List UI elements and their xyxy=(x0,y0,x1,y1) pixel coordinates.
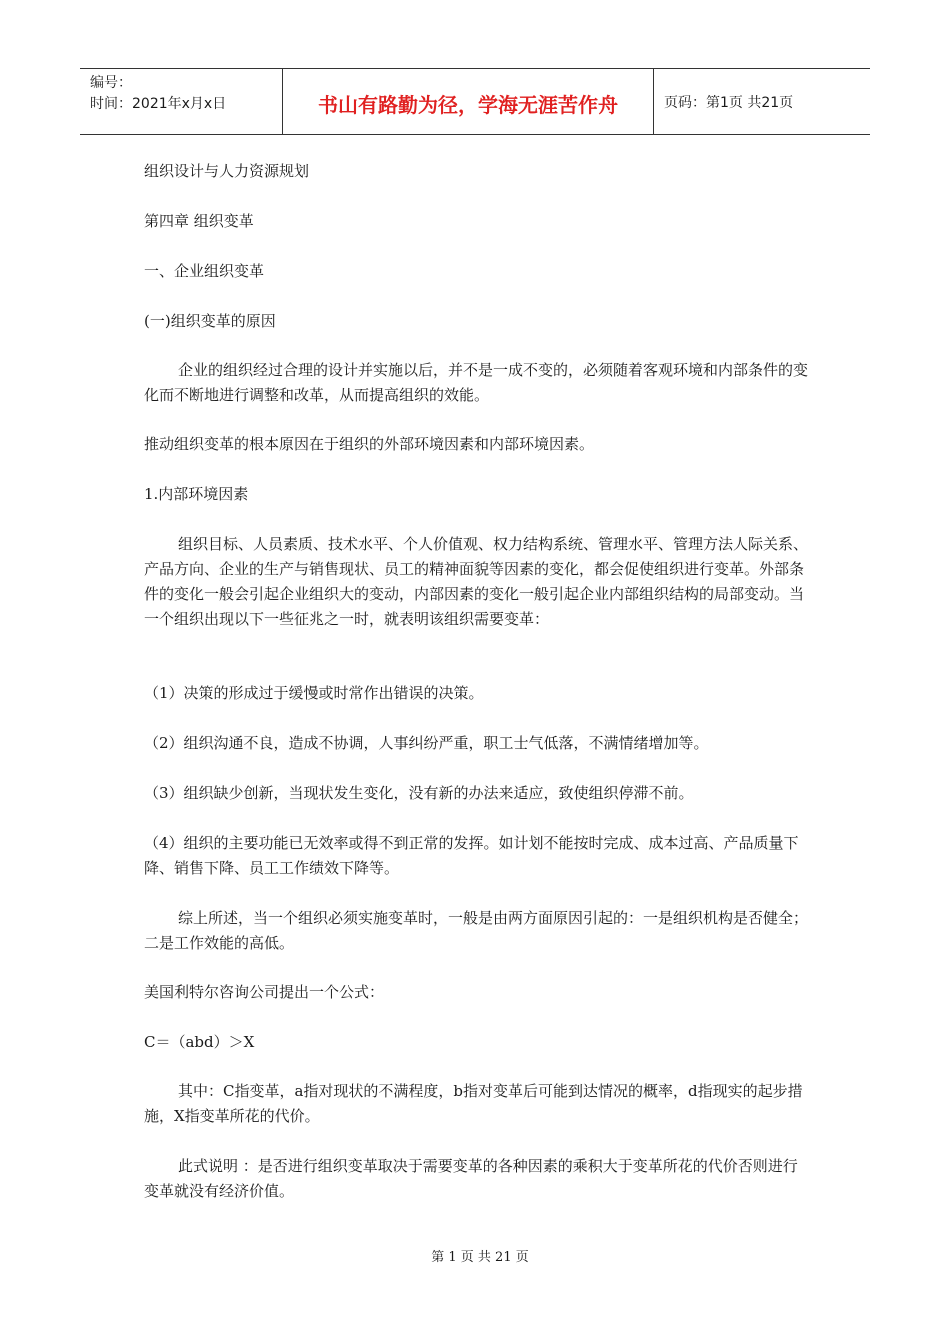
date-line: 时间：2021年x月x日 xyxy=(90,96,227,112)
page-footer: 第 1 页 共 21 页 xyxy=(431,1250,529,1265)
section-heading: 一、企业组织变革 xyxy=(144,262,265,280)
paragraph: 其中：C指变革，a指对现状的不满程度，b指对变革后可能到达情况的概率，d指现实的起步措施，X指变革所花的代价。 xyxy=(144,1082,803,1125)
paragraph: 美国利特尔咨询公司提出一个公式： xyxy=(144,983,385,1001)
list-item: （2）组织沟通不良，造成不协调，人事纠纷严重，职工士气低落，不满情绪增加等。 xyxy=(144,734,709,752)
header-page-info: 页码：第1页 共21页 xyxy=(664,94,794,111)
paragraph: 企业的组织经过合理的设计并实施以后，并不是一成不变的，必须随着客观环境和内部条件的变化而不断地进行调整和改革，从而提高组织的效能。 xyxy=(144,361,809,404)
doc-title: 组织设计与人力资源规划 xyxy=(144,162,310,180)
serial-label: 编号： xyxy=(90,75,132,91)
list-item: （4）组织的主要功能已无效率或得不到正常的发挥。如计划不能按时完成、成本过高、产品质量下降、销售下降、员工工作绩效下降等。 xyxy=(144,834,799,877)
header-left-cell xyxy=(80,69,282,134)
list-item: （3）组织缺少创新，当现状发生变化，没有新的办法来适应，致使组织停滞不前。 xyxy=(144,784,694,802)
page-header xyxy=(80,68,870,135)
paragraph: 组织目标、人员素质、技术水平、个人价值观、权力结构系统、管理水平、管理方法人际关系、产品方向、企业的生产与销售现状、员工的精神面貌等因素的变化，都会促使组织进行变革。外部条件的变化一般会引起企业组织大的变动，内部因素的变化一般引起企业内部组织结构的局部变动。当一个组织出现以下一些征兆之一时，就表明该组织需要变革： xyxy=(144,535,809,628)
chapter-heading: 第四章 组织变革 xyxy=(144,212,254,230)
paragraph: 推动组织变革的根本原因在于组织的外部环境因素和内部环境因素。 xyxy=(144,435,595,453)
paragraph: 此式说明 ：是否进行组织变革取决于需要变革的各种因素的乘积大于变革所花的代价否则进行变革就没有经济价值。 xyxy=(144,1157,798,1200)
header-motto: 书山有路勤为径，学海无涯苦作舟 xyxy=(282,69,654,134)
list-item: （1）决策的形成过于缓慢或时常作出错误的决策。 xyxy=(144,684,484,702)
subheading-internal-factors: 1.内部环境因素 xyxy=(144,485,249,503)
formula: C＝（abd）＞X xyxy=(144,1033,255,1051)
subsection-heading: (一)组织变革的原因 xyxy=(144,312,276,330)
paragraph: 综上所述，当一个组织必须实施变革时，一般是由两方面原因引起的：一是组织机构是否健全；二是工作效能的高低。 xyxy=(144,909,809,952)
